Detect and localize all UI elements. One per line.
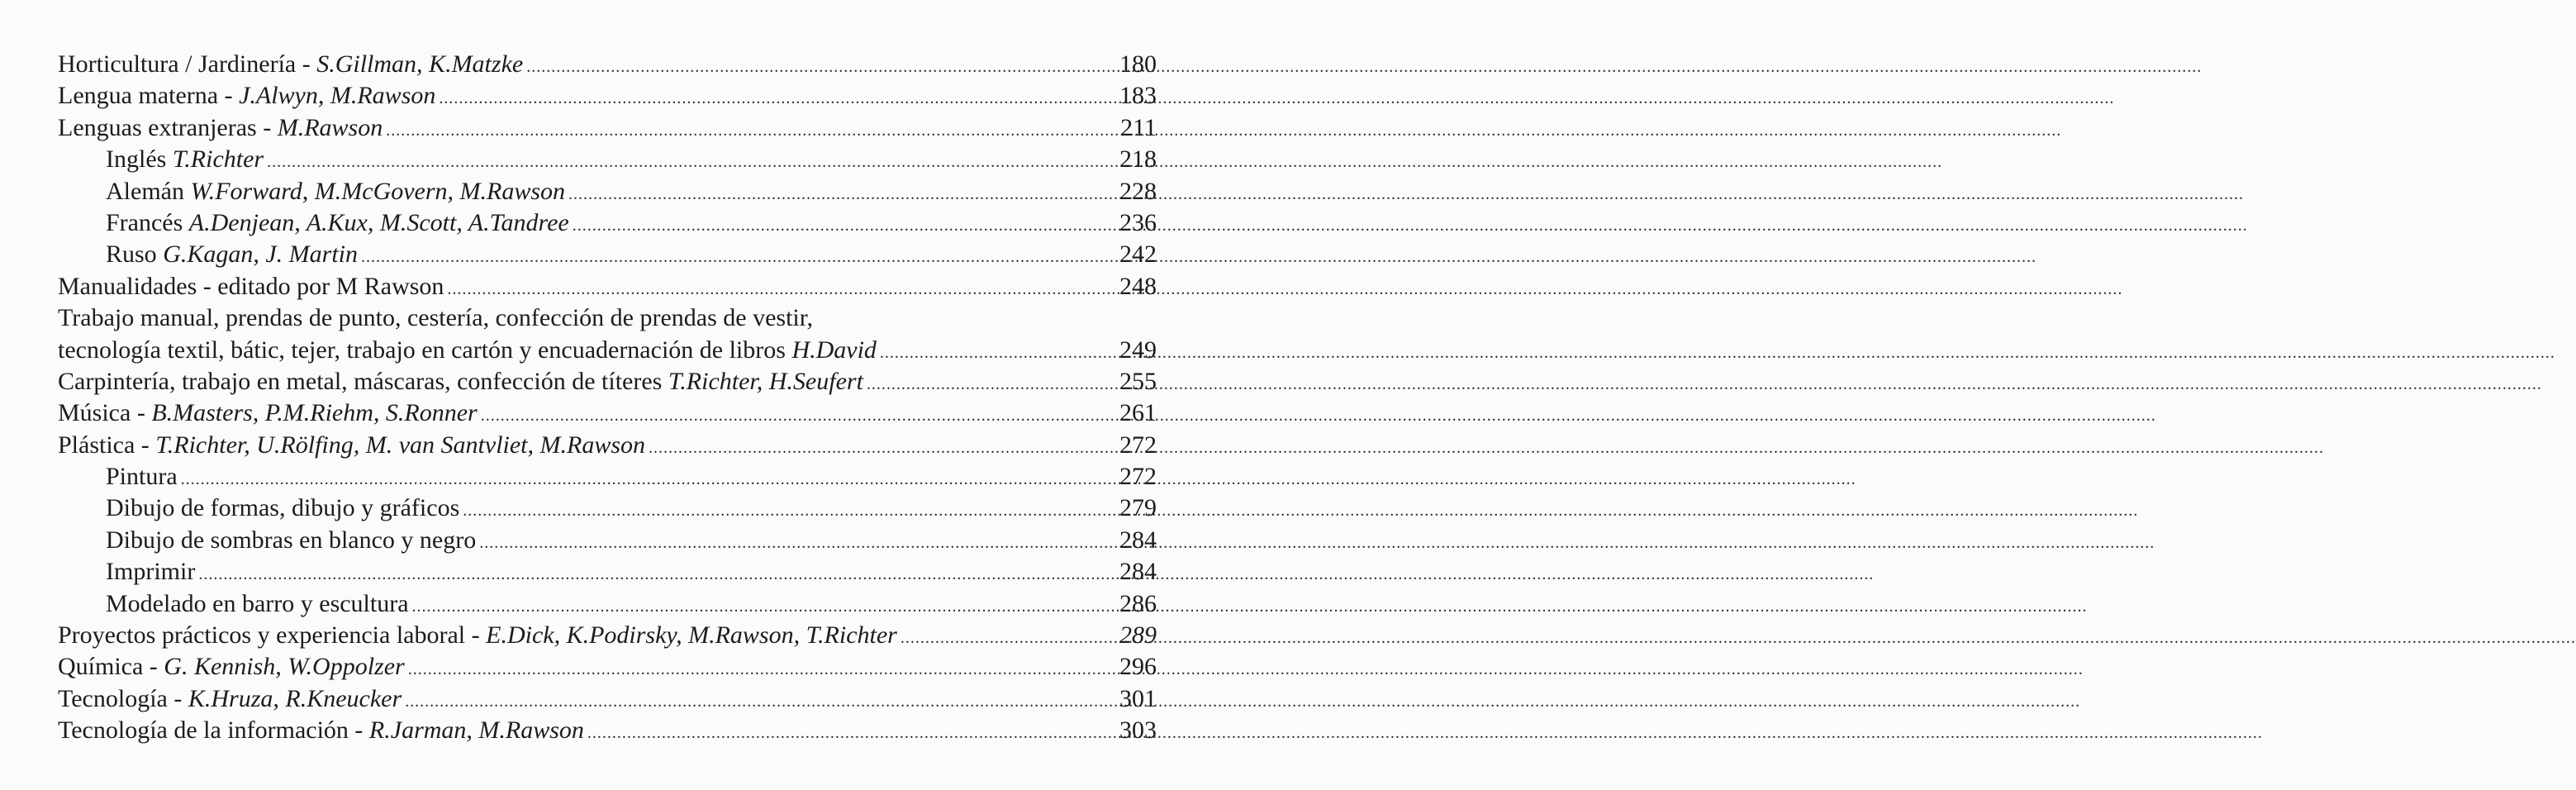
page-number: 242 — [1119, 240, 1157, 269]
page-number: 249 — [1119, 336, 1157, 364]
section-title: Inglés — [106, 145, 173, 174]
toc-entry-title — [58, 335, 877, 366]
toc-entry — [58, 176, 1157, 207]
toc-entry — [58, 715, 1157, 746]
section-title: Tecnología - — [58, 684, 188, 712]
section-author: E.Dick, K.Podirsky, M.Rawson, T.Richter — [486, 621, 897, 650]
section-title: Lenguas extranjeras - — [58, 113, 278, 141]
page-number: 286 — [1119, 589, 1157, 617]
section-title: Modelado en barro y escultura — [106, 589, 409, 617]
toc-entry-title — [58, 302, 813, 334]
page-number: 272 — [1119, 463, 1157, 491]
dot-leader — [412, 591, 1405, 622]
page-number: 261 — [1119, 399, 1157, 427]
page-number: 289 — [1119, 621, 1157, 650]
section-author: T.Richter, U.Rölfing, M. van Santvliet, M.Rawson — [155, 431, 646, 459]
toc-entry — [58, 302, 1157, 334]
section-title: Francés — [106, 208, 189, 236]
toc-entry — [58, 397, 1157, 429]
page-number: 284 — [1119, 526, 1157, 554]
toc-entry-title — [58, 715, 584, 746]
page-number: 301 — [1119, 684, 1157, 712]
page-number: 279 — [1119, 494, 1157, 522]
dot-leader — [573, 210, 1566, 241]
toc-entry-title — [58, 49, 523, 80]
toc-entry — [58, 683, 1157, 715]
section-author: R.Jarman, M.Rawson — [368, 716, 584, 745]
toc-entry-title — [58, 651, 405, 683]
toc-entry-title — [58, 366, 863, 397]
section-title: Horticultura / Jardinería - — [58, 50, 317, 78]
section-author: W.Forward, M.McGovern, M.Rawson — [190, 177, 566, 205]
toc-entry — [58, 525, 1157, 556]
page-number: 180 — [1119, 50, 1157, 78]
section-title: Lengua materna - — [58, 82, 240, 110]
dot-leader — [408, 654, 1401, 685]
section-author: K.Hruza, R.Kneucker — [188, 684, 402, 712]
section-title: Ruso — [106, 240, 164, 269]
toc-entry-title — [58, 556, 195, 588]
toc-entry-title — [58, 430, 645, 461]
dot-leader — [867, 369, 1860, 400]
page-number: 296 — [1119, 653, 1157, 681]
dot-leader — [463, 495, 1456, 526]
dot-leader — [405, 686, 1398, 717]
section-title: Dibujo de sombras en blanco y negro — [106, 526, 477, 554]
page-number: 183 — [1119, 82, 1157, 110]
page-number: 218 — [1119, 145, 1157, 174]
toc-entry — [58, 49, 1157, 80]
dot-leader — [901, 622, 1894, 654]
toc-entry — [58, 461, 1157, 493]
dot-leader — [479, 527, 1472, 559]
section-author: B.Masters, P.M.Riehm, S.Ronner — [151, 399, 478, 427]
page-number: 272 — [1119, 431, 1157, 459]
section-title: Química - — [58, 653, 164, 681]
dot-leader — [481, 400, 1474, 431]
dot-leader — [181, 464, 1174, 495]
section-title: Pintura — [106, 463, 178, 491]
toc-entry-title — [58, 588, 409, 620]
toc-page — [0, 0, 1194, 790]
toc-entry — [58, 207, 1157, 239]
section-author: T.Richter, H.Seufert — [668, 367, 863, 395]
toc-entry-title — [58, 461, 178, 493]
dot-leader — [880, 337, 1873, 369]
toc-entry — [58, 112, 1157, 144]
section-author: H.David — [791, 336, 877, 364]
page-number: 303 — [1119, 716, 1157, 745]
toc-entry-title — [58, 80, 435, 112]
toc-entry — [58, 556, 1157, 588]
toc-entry-title — [58, 683, 402, 715]
toc-entry-title — [58, 239, 358, 270]
dot-leader — [526, 51, 1519, 83]
toc-entry — [58, 430, 1157, 461]
toc-entry — [58, 651, 1157, 683]
section-title: tecnología textil, bátic, tejer, trabajo en cartón y encuadernación de libros — [58, 336, 792, 364]
toc-entry-title — [58, 271, 444, 302]
toc-entry-title — [58, 207, 569, 239]
section-title: Proyectos prácticos y experiencia laboral - — [58, 621, 487, 650]
toc-entry — [58, 620, 1157, 651]
toc-entry-title — [58, 176, 565, 207]
page-number: 248 — [1119, 272, 1157, 300]
section-title: Manualidades - editado por M Rawson — [58, 272, 444, 300]
toc-entry — [58, 80, 1157, 112]
dot-leader — [587, 717, 1580, 749]
section-author: T.Richter — [172, 145, 264, 174]
section-author: G.Kagan, J. Martin — [163, 240, 359, 269]
table-of-contents — [58, 49, 1157, 747]
toc-entry — [58, 493, 1157, 524]
section-title: Carpintería, trabajo en metal, máscaras, confección de títeres — [58, 367, 668, 395]
dot-leader — [447, 274, 1440, 305]
toc-entry — [58, 366, 1157, 397]
section-author: A.Denjean, A.Kux, M.Scott, A.Tandree — [188, 208, 569, 236]
toc-entry — [58, 588, 1157, 620]
dot-leader — [568, 178, 1561, 210]
dot-leader — [198, 559, 1191, 590]
section-title: Tecnología de la información - — [58, 716, 369, 745]
section-author: G. Kennish, W.Oppolzer — [164, 653, 405, 681]
section-author: J.Alwyn, M.Rawson — [239, 82, 436, 110]
toc-entry-title — [58, 397, 478, 429]
page-number: 211 — [1120, 113, 1157, 141]
toc-entry — [58, 335, 1157, 366]
section-title: Dibujo de formas, dibujo y gráficos — [106, 494, 460, 522]
toc-entry — [58, 239, 1157, 270]
section-author: M.Rawson — [277, 113, 383, 141]
section-title: Imprimir — [106, 558, 196, 586]
page-number: 255 — [1119, 367, 1157, 395]
section-title: Alemán — [106, 177, 191, 205]
toc-entry — [58, 144, 1157, 175]
dot-leader — [361, 241, 1354, 273]
section-title: Música - — [58, 399, 152, 427]
section-author: S.Gillman, K.Matzke — [316, 50, 524, 78]
toc-entry-title — [58, 112, 383, 144]
toc-entry-title — [58, 493, 459, 524]
toc-entry — [58, 271, 1157, 302]
page-number: 228 — [1119, 177, 1157, 205]
toc-entry-title — [58, 525, 476, 556]
section-title: Trabajo manual, prendas de punto, cestería, confección de prendas de vestir, — [58, 304, 814, 332]
toc-entry-title — [58, 144, 264, 175]
page-number: 236 — [1119, 208, 1157, 236]
dot-leader — [386, 115, 1379, 146]
page-number: 284 — [1119, 558, 1157, 586]
dot-leader — [439, 83, 1432, 114]
toc-entry-title — [58, 620, 897, 651]
section-title: Plástica - — [58, 431, 156, 459]
